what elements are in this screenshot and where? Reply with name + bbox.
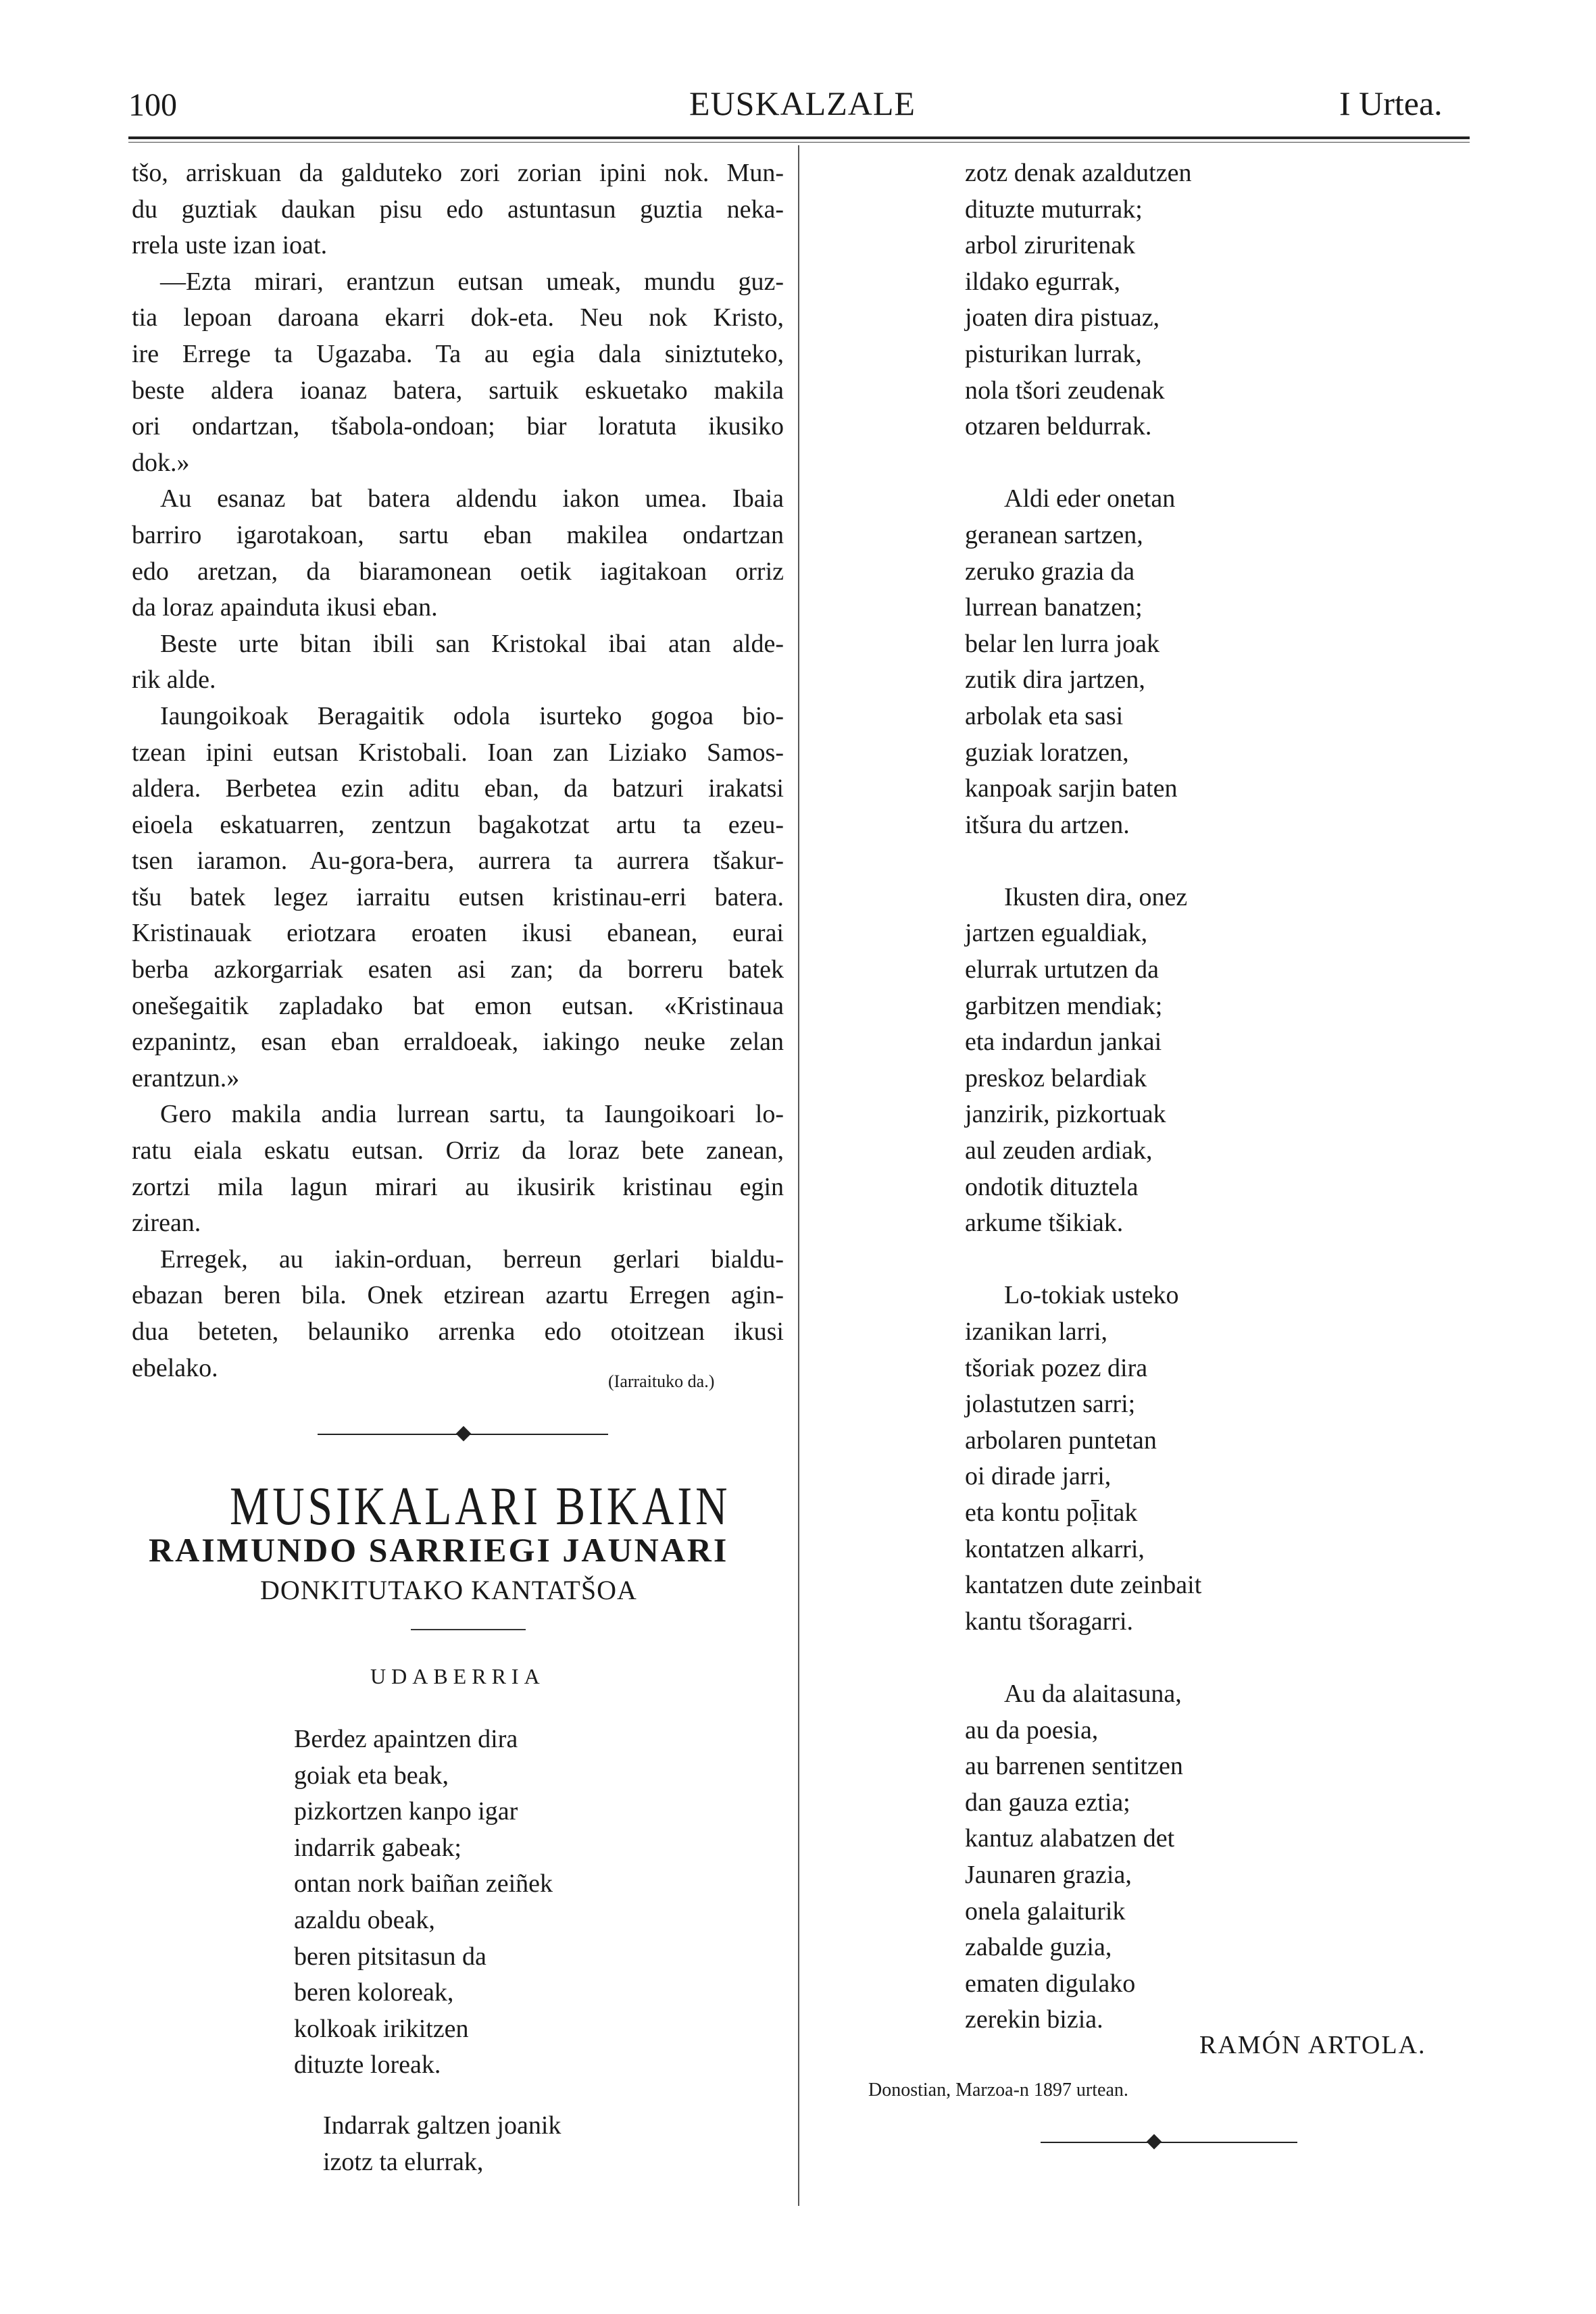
poem-stanza [965, 1278, 1201, 1640]
poem-line: eta indardun jankai [965, 1028, 1162, 1057]
prose-line: Beste urte bitan ibili san Kristokal ibai atan alde- [160, 629, 784, 658]
poem-line: zabalde guzia, [965, 1933, 1112, 1962]
prose-line: ebelako. [132, 1353, 218, 1382]
prose-line: tšu batek legez iarraitu eutsen kristinau-erri batera. [132, 882, 784, 911]
ornament-diamond-icon [1147, 2134, 1162, 2150]
poem-line: pizkortzen kanpo igar [294, 1797, 518, 1826]
poem-line: dan gauza eztia; [965, 1788, 1130, 1817]
prose-line: erantzun.» [132, 1063, 240, 1092]
poem-line: nola tšori zeudenak [965, 376, 1165, 405]
poem-line: izanikan larri, [965, 1317, 1108, 1346]
prose-line: dua beteten, belauniko arrenka edo otoitzean ikusi [132, 1317, 784, 1346]
poem-line: joaten dira pistuaz, [965, 303, 1160, 332]
prose-line: tzean ipini eutsan Kristobali. Ioan zan Liziako Samos- [132, 738, 784, 767]
poem-line: izotz ta elurrak, [323, 2147, 484, 2176]
prose-line: ori ondartzan, tšabola-ondoan; biar loratuta ikusiko [132, 412, 784, 441]
poem-line: Au da alaitasuna, [1004, 1679, 1182, 1708]
prose-line: ezpanintz, esan eban erraldoeak, iakingo neuke zelan [132, 1028, 784, 1057]
article-subtitle: RAIMUNDO SARRIEGI JAUNARI [149, 1531, 729, 1569]
poem-line: zotz denak azaldutzen [965, 159, 1192, 187]
prose-line: Erregek, au iakin-orduan, berreun gerlari bialdu- [160, 1244, 784, 1274]
prose-line: onešegaitik zapladako bat emon eutsan. «Kristinaua [132, 991, 784, 1020]
poem-line: azaldu obeak, [294, 1905, 435, 1934]
poem-line: kontatzen alkarri, [965, 1534, 1145, 1563]
poem-stanza-left-2 [323, 2108, 561, 2180]
poem-line: guziak loratzen, [965, 738, 1129, 767]
poem-line: elurrak urtutzen da [965, 955, 1159, 984]
prose-line: da loraz apainduta ikusi eban. [132, 593, 438, 622]
prose-line: zirean. [132, 1209, 201, 1238]
poem-line: kolkoak irikitzen [294, 2014, 469, 2043]
poem-stanza-left-1 [294, 1721, 553, 2084]
poem-line: arbol ziruritenak [965, 231, 1136, 260]
prose-line: ratu eiala eskatu eutsan. Orriz da loraz bete zanean, [132, 1136, 784, 1165]
poem-column-right [965, 155, 1201, 2074]
poem-line: belar len lurra joak [965, 629, 1160, 658]
poem-line: ildako egurrak, [965, 267, 1121, 296]
short-rule [411, 1629, 526, 1630]
poem-line: ontan nork baiñan zeiñek [294, 1869, 553, 1898]
poem-line: tšoriak pozez dira [965, 1353, 1148, 1382]
prose-line: ebazan beren bila. Onek etzirean azartu Erregen agin- [132, 1281, 784, 1310]
poem-line: kantatzen dute zeinbait [965, 1571, 1202, 1600]
poem-line: indarrik gabeak; [294, 1833, 462, 1862]
poem-line: arbolak eta sasi [965, 701, 1124, 730]
poem-line: ematen digulako [965, 1969, 1136, 1998]
poem-line: eta kontu poḹitak [965, 1498, 1138, 1527]
prose-line: zortzi mila lagun mirari au ikusirik kristinau egin [132, 1172, 784, 1201]
ornament-diamond-icon [456, 1426, 472, 1442]
poem-line: geranean sartzen, [965, 520, 1143, 549]
poem-title: UDABERRIA [370, 1664, 545, 1688]
poem-line: Jaunaren grazia, [965, 1860, 1132, 1889]
poem-line: beren pitsitasun da [294, 1942, 487, 1971]
poem-line: kantu tšoragarri. [965, 1607, 1134, 1636]
prose-line: barriro igarotakoan, sartu eban makilea ondartzan [132, 520, 784, 549]
poem-line: Aldi eder onetan [1004, 484, 1176, 513]
poem-line: kanpoak sarjin baten [965, 774, 1178, 803]
poem-line: onela galaiturik [965, 1896, 1126, 1926]
prose-line: rrela uste izan ioat. [132, 231, 328, 260]
author-signature: RAMÓN ARTOLA. [1199, 2031, 1426, 2059]
poem-line: lurrean banatzen; [965, 593, 1143, 622]
prose-line: edo aretzan, da biaramonean oetik iagitakoan orriz [132, 557, 784, 586]
poem-line: zeruko grazia da [965, 557, 1135, 586]
prose-line: Au esanaz bat batera aldendu iakon umea. Ibaia [160, 484, 784, 513]
poem-stanza [965, 481, 1201, 843]
article-subtitle-secondary: DONKITUTAKO KANTATŠOA [260, 1575, 637, 1605]
ornament-rule-right [1041, 2142, 1297, 2143]
page-number: 100 [128, 87, 177, 123]
prose-line: Iaungoikoak Beragaitik odola isurteko gogoa bio- [160, 701, 784, 730]
prose-line: beste aldera ioanaz batera, sartuik eskuetako makila [132, 376, 784, 405]
poem-line: kantuz alabatzen det [965, 1824, 1175, 1853]
poem-line: Lo-tokiak usteko [1004, 1281, 1179, 1310]
poem-line: arbolaren puntetan [965, 1426, 1157, 1455]
poem-line: Ikusten dira, onez [1004, 882, 1188, 911]
poem-line: au da poesia, [965, 1715, 1099, 1744]
prose-line: rik alde. [132, 665, 216, 695]
poem-line: beren koloreak, [294, 1978, 454, 2007]
poem-line: au barrenen sentitzen [965, 1752, 1183, 1781]
poem-line: Berdez apaintzen dira [294, 1725, 518, 1753]
poem-stanza [965, 1676, 1201, 2038]
poem-stanza [965, 155, 1201, 445]
volume-label: I Urtea. [1339, 84, 1443, 122]
journal-title: EUSKALZALE [689, 84, 916, 122]
poem-line: dituzte loreak. [294, 2051, 441, 2080]
poem-line: janzirik, pizkortuak [965, 1100, 1166, 1129]
header-rule-thin [128, 142, 1470, 143]
poem-line: garbitzen mendiak; [965, 991, 1163, 1020]
prose-line: Gero makila andia lurrean sartu, ta Iaungoikoari lo- [160, 1100, 784, 1129]
prose-line: berba azkorgarriak esaten asi zan; da borreru batek [132, 955, 784, 984]
prose-line: aldera. Berbetea ezin aditu eban, da batzuri irakatsi [132, 774, 784, 803]
poem-line: arkume tšikiak. [965, 1209, 1124, 1238]
poem-line: otzaren beldurrak. [965, 412, 1152, 441]
prose-column [132, 155, 784, 1386]
prose-line: du guztiak daukan pisu edo astuntasun guztia neka- [132, 195, 784, 224]
prose-line: dok.» [132, 448, 190, 477]
prose-line: tsen iaramon. Au-gora-bera, aurrera ta aurrera tšakur- [132, 847, 784, 876]
header-rule [128, 136, 1470, 139]
poem-line: jolastutzen sarri; [965, 1390, 1136, 1419]
poem-line: zutik dira jartzen, [965, 665, 1145, 695]
poem-line: ondotik dituztela [965, 1172, 1139, 1201]
column-divider [798, 145, 799, 2206]
poem-line: Indarrak galtzen joanik [323, 2111, 562, 2140]
poem-stanza [965, 880, 1201, 1242]
dateline: Donostian, Marzoa-n 1897 urtean. [868, 2080, 1128, 2101]
poem-line: jartzen egualdiak, [965, 919, 1148, 948]
poem-line: itšura du artzen. [965, 810, 1130, 839]
poem-line: pisturikan lurrak, [965, 339, 1142, 368]
poem-line: oi dirade jarri, [965, 1462, 1112, 1491]
poem-line: dituzte muturrak; [965, 195, 1143, 224]
prose-line: tšo, arriskuan da galduteko zori zorian ipini nok. Mun- [132, 159, 784, 187]
prose-line: eioela eskatuarren, zentzun bagakotzat artu ta ezeu- [132, 810, 784, 839]
poem-line: aul zeuden ardiak, [965, 1136, 1153, 1165]
article-title: MUSIKALARI BIKAIN [230, 1477, 731, 1536]
continued-note: (Iarraituko da.) [608, 1372, 715, 1391]
prose-line: tia lepoan daroana ekarri dok-eta. Neu nok Kristo, [132, 303, 784, 332]
poem-line: zerekin bizia. [965, 2005, 1103, 2034]
prose-line: ire Errege ta Ugazaba. Ta au egia dala siniztuteko, [132, 339, 784, 368]
poem-line: goiak eta beak, [294, 1761, 449, 1790]
prose-line: Kristinauak eriotzara eroaten ikusi ebanean, eurai [132, 919, 784, 948]
prose-line: —Ezta mirari, erantzun eutsan umeak, mundu guz- [160, 267, 784, 296]
poem-line: preskoz belardiak [965, 1063, 1147, 1092]
